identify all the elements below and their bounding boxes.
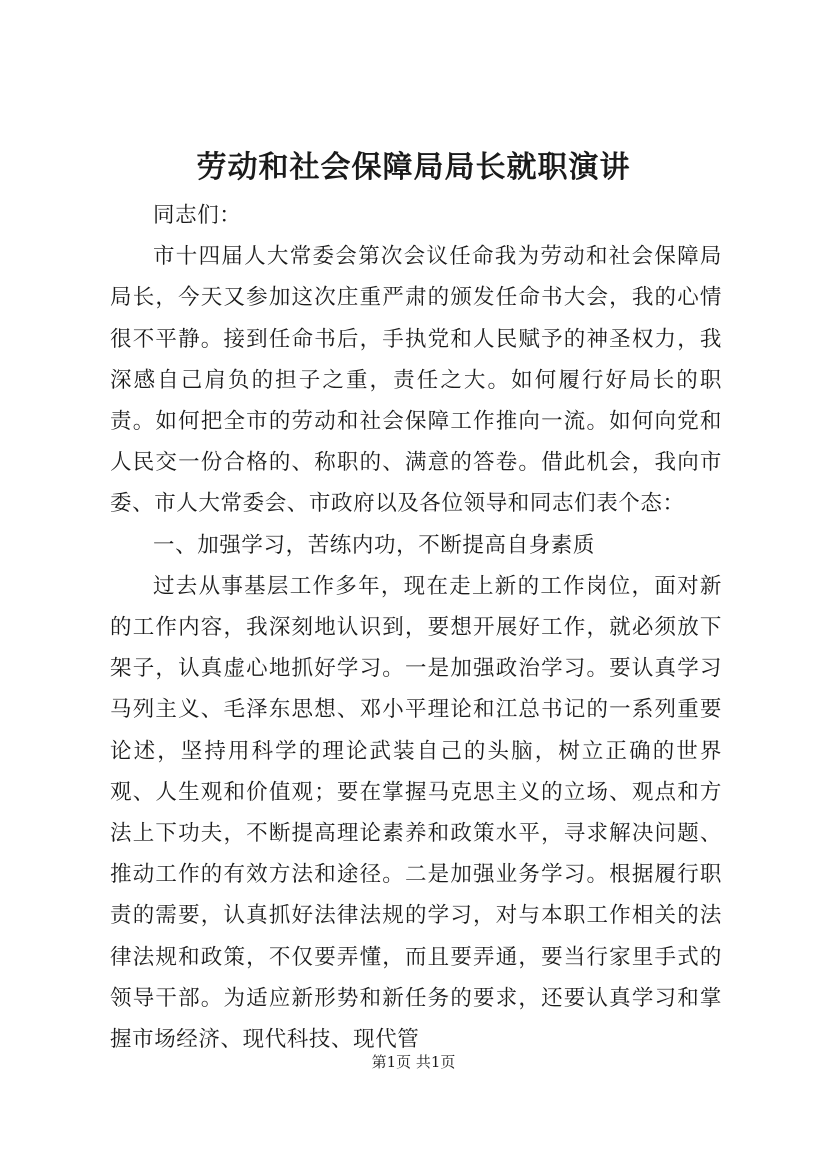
- body-paragraph: 市十四届人大常委会第次会议任命我为劳动和社会保障局局长，今天又参加这次庄重严肃的颁发任命书大会，我的心情很不平静。接到任命书后，手执党和人民赋予的神圣权力，我深感自己肩负的担子之重，责任之大。如何履行好局长的职责。如何把全市的劳动和社会保障工作推向一流。如何向党和人民交一份合格的、称职的、满意的答卷。借此机会，我向市委、市人大常委会、市政府以及各位领导和同志们表个态：: [110, 244, 722, 517]
- body-paragraph: 过去从事基层工作多年，现在走上新的工作岗位，面对新的工作内容，我深刻地认识到，要想开展好工作，就必须放下架子，认真虚心地抓好学习。一是加强政治学习。要认真学习马列主义、毛泽东思想、邓小平理论和江总书记的一系列重要论述，坚持用科学的理论武装自己的头脑，树立正确的世界观、人生观和价值观；要在掌握马克思主义的立场、观点和方法上下功夫，不断提高理论素养和政策水平，寻求解决问题、推动工作的有效方法和途径。二是加强业务学习。根据履行职责的需要，认真抓好法律法规的学习，对与本职工作相关的法律法规和政策，不仅要弄懂，而且要弄通，要当行家里手式的领导干部。为适应新形势和新任务的要求，还要认真学习和掌握市场经济、现代科技、现代管: [110, 573, 722, 1053]
- document-title: 劳动和社会保障局局长就职演讲: [196, 150, 631, 185]
- greeting-paragraph: 同志们：: [153, 203, 242, 228]
- document-body: [110, 195, 722, 1060]
- page-footer: 第1页 共1页: [371, 1053, 456, 1071]
- section-heading: 一、加强学习，苦练内功，不断提高自身素质: [153, 532, 596, 558]
